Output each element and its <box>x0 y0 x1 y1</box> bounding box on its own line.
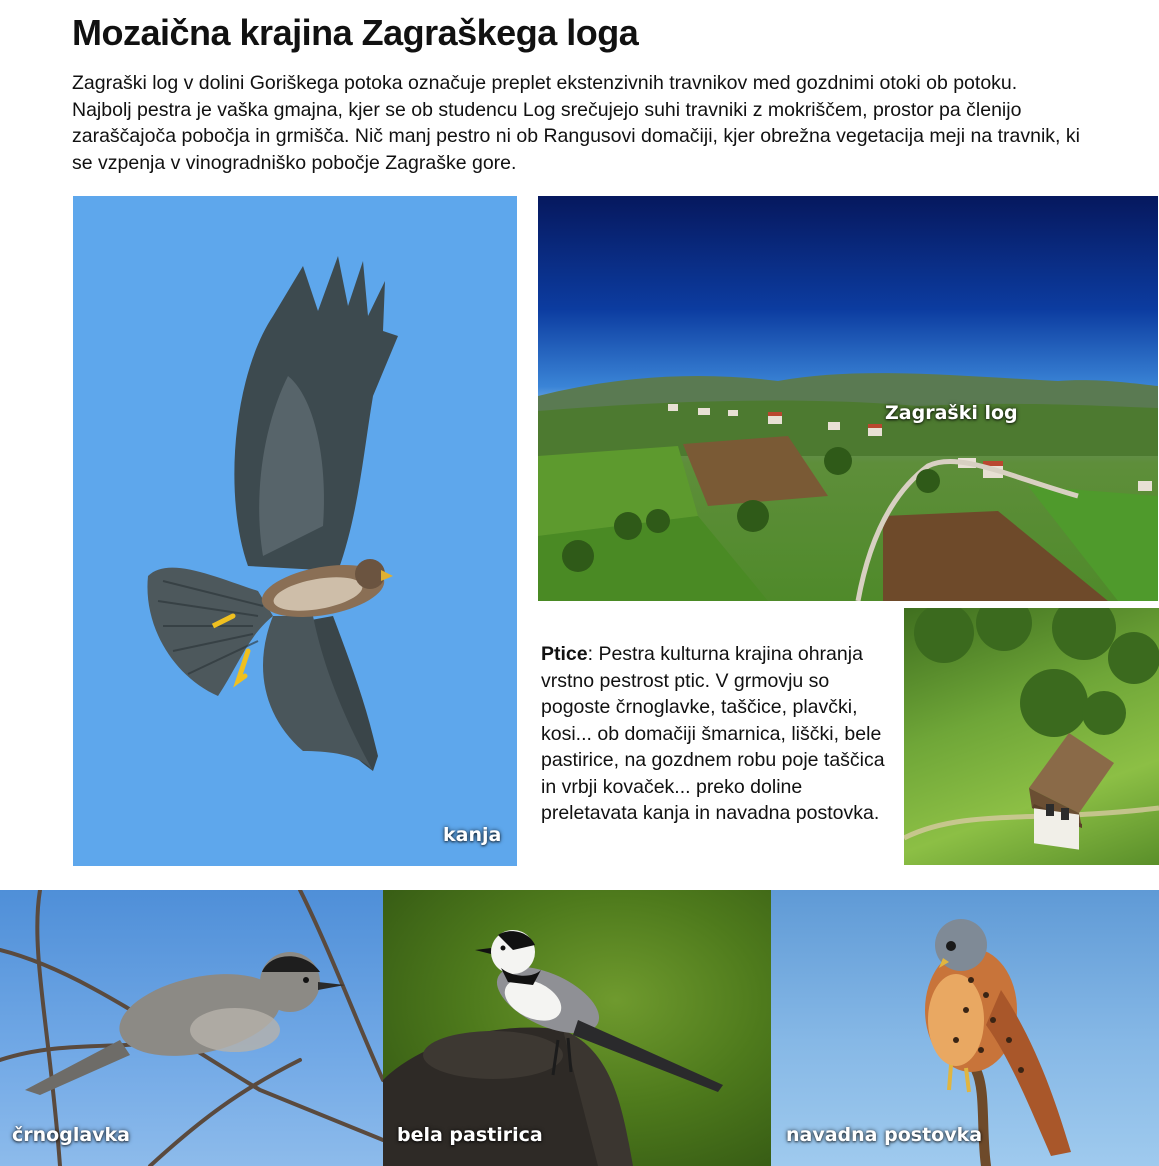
crnoglavka-photo <box>0 890 383 1166</box>
aerial-caption: Zagraški log <box>885 402 1018 424</box>
aerial-landscape-photo <box>538 196 1158 601</box>
birds-text: : Pestra kulturna krajina ohranja vrstno pestrost ptic. V grmovju so pogoste črnoglavke, taščice, plavčki, kosi... ob domačiji šmarnica, liščki, bele pastirice, na gozdnem robu poje taščica in vrbji kovaček... preko doline preletavata kanja in navadna postovka. <box>541 643 885 824</box>
kanja-caption: kanja <box>443 824 502 846</box>
intro-paragraph: Zagraški log v dolini Goriškega potoka označuje preplet ekstenzivnih travnikov med gozdnimi otoki ob potoku. Najbolj pestra je vaška gmajna, kjer se ob studencu Log srečujejo suhi travniki z mokriščem, prostor pa členijo zaraščajoča pobočja in grmišča. Nič manj pestro ni ob Rangusovi domačiji, kjer obrežna vegetacija meji na travnik, ki se vzpenja v vinogradniško pobočje Zagraške gore. <box>72 72 1080 174</box>
house-illustration <box>904 608 1159 865</box>
landscape-illustration <box>538 196 1158 601</box>
bela-pastirica-caption: bela pastirica <box>397 1124 543 1146</box>
house-meadow-photo <box>904 608 1159 865</box>
navadna-postovka-caption: navadna postovka <box>786 1124 983 1146</box>
navadna-postovka-photo <box>771 890 1159 1166</box>
birds-label: Ptice <box>541 643 588 665</box>
birds-description <box>541 641 896 827</box>
buzzard-illustration <box>73 196 517 866</box>
kanja-photo <box>73 196 517 866</box>
page-title: Mozaična krajina Zagraškega loga <box>72 12 639 53</box>
crnoglavka-caption: črnoglavka <box>12 1124 130 1146</box>
bela-pastirica-photo <box>383 890 771 1166</box>
